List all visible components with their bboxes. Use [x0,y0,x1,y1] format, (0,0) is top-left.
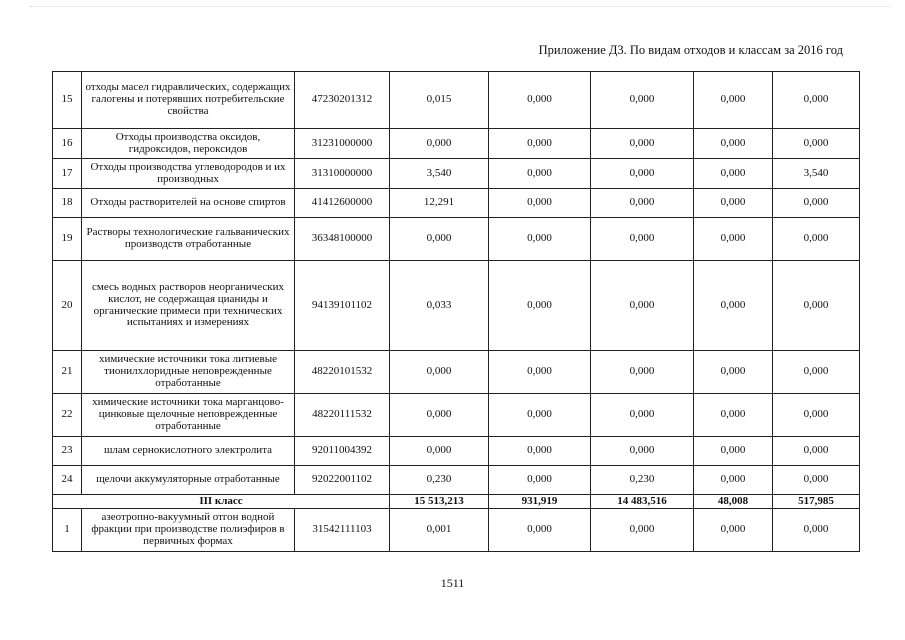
scan-artifact-line [30,6,890,8]
table-row [53,261,860,351]
waste-name: отходы масел гидравлических, содержащих галогены и потерявших потребительские свойства [82,72,295,129]
table-row [53,159,860,189]
class-total-row [53,495,860,509]
value-5: 3,540 [773,159,860,189]
value-3: 0,230 [591,466,694,495]
page-header: Приложение Д3. По видам отходов и классам за 2016 год [538,43,843,57]
waste-code: 47230201312 [295,72,390,129]
page-number: 1511 [440,576,465,590]
waste-name: Отходы производства углеводородов и их производных [82,159,295,189]
value-3: 0,000 [591,218,694,261]
value-5: 0,000 [773,72,860,129]
value-4: 0,000 [694,129,773,159]
value-3: 0,000 [591,159,694,189]
value-4: 0,000 [694,72,773,129]
row-number: 23 [53,437,82,466]
value-1: 0,000 [390,218,489,261]
waste-code: 36348100000 [295,218,390,261]
table-row [53,189,860,218]
waste-name: химические источники тока марганцово-цинковые щелочные неповрежденные отработанные [82,394,295,437]
class-label: III класс [53,495,390,509]
row-number: 16 [53,129,82,159]
value-2: 0,000 [489,159,591,189]
table-row [53,509,860,552]
value-2: 0,000 [489,129,591,159]
waste-code: 31231000000 [295,129,390,159]
waste-code: 31542111103 [295,509,390,552]
value-4: 0,000 [694,261,773,351]
class-total-value-2: 931,919 [489,495,591,509]
class-total-value-4: 48,008 [694,495,773,509]
waste-name: Растворы технологические гальванических производств отработанные [82,218,295,261]
table-row [53,218,860,261]
row-number: 24 [53,466,82,495]
value-4: 0,000 [694,466,773,495]
value-4: 0,000 [694,437,773,466]
row-number: 20 [53,261,82,351]
value-1: 0,015 [390,72,489,129]
value-2: 0,000 [489,351,591,394]
class-total-value-1: 15 513,213 [390,495,489,509]
class-total-value-3: 14 483,516 [591,495,694,509]
value-1: 0,033 [390,261,489,351]
value-3: 0,000 [591,72,694,129]
waste-code: 92011004392 [295,437,390,466]
table-row [53,394,860,437]
waste-code: 92022001102 [295,466,390,495]
waste-name: шлам сернокислотного электролита [82,437,295,466]
row-number: 21 [53,351,82,394]
value-3: 0,000 [591,394,694,437]
value-1: 0,000 [390,394,489,437]
table-row [53,466,860,495]
row-number: 1 [53,509,82,552]
value-4: 0,000 [694,509,773,552]
value-3: 0,000 [591,351,694,394]
value-4: 0,000 [694,218,773,261]
waste-name: азеотропно-вакуумный отгон водной фракции при производстве полиэфиров в первичных формах [82,509,295,552]
value-3: 0,000 [591,129,694,159]
value-2: 0,000 [489,394,591,437]
value-4: 0,000 [694,351,773,394]
value-2: 0,000 [489,437,591,466]
waste-name: Отходы производства оксидов, гидроксидов, пероксидов [82,129,295,159]
waste-name: химические источники тока литиевые тионилхлоридные неповрежденные отработанные [82,351,295,394]
row-number: 15 [53,72,82,129]
value-5: 0,000 [773,466,860,495]
value-2: 0,000 [489,509,591,552]
value-5: 0,000 [773,261,860,351]
value-4: 0,000 [694,394,773,437]
waste-name: Отходы растворителей на основе спиртов [82,189,295,218]
value-1: 12,291 [390,189,489,218]
value-5: 0,000 [773,394,860,437]
waste-code: 48220111532 [295,394,390,437]
value-2: 0,000 [489,466,591,495]
row-number: 22 [53,394,82,437]
waste-name: щелочи аккумуляторные отработанные [82,466,295,495]
table-row [53,437,860,466]
row-number: 17 [53,159,82,189]
table-row [53,129,860,159]
waste-code: 41412600000 [295,189,390,218]
value-5: 0,000 [773,189,860,218]
waste-table [52,71,860,552]
value-5: 0,000 [773,437,860,466]
row-number: 18 [53,189,82,218]
value-1: 0,000 [390,129,489,159]
value-2: 0,000 [489,72,591,129]
value-1: 0,001 [390,509,489,552]
value-5: 0,000 [773,129,860,159]
waste-name: смесь водных растворов неорганических кислот, не содержащая цианиды и органические примеси при технических испытаниях и измерениях [82,261,295,351]
table-row [53,72,860,129]
value-2: 0,000 [489,261,591,351]
value-2: 0,000 [489,189,591,218]
value-1: 0,000 [390,437,489,466]
value-3: 0,000 [591,509,694,552]
waste-code: 31310000000 [295,159,390,189]
value-3: 0,000 [591,261,694,351]
class-total-value-5: 517,985 [773,495,860,509]
table-row [53,351,860,394]
value-3: 0,000 [591,189,694,218]
value-5: 0,000 [773,509,860,552]
value-5: 0,000 [773,351,860,394]
value-1: 0,000 [390,351,489,394]
value-5: 0,000 [773,218,860,261]
value-1: 0,230 [390,466,489,495]
value-2: 0,000 [489,218,591,261]
value-4: 0,000 [694,159,773,189]
value-4: 0,000 [694,189,773,218]
waste-code: 94139101102 [295,261,390,351]
waste-code: 48220101532 [295,351,390,394]
value-3: 0,000 [591,437,694,466]
value-1: 3,540 [390,159,489,189]
row-number: 19 [53,218,82,261]
